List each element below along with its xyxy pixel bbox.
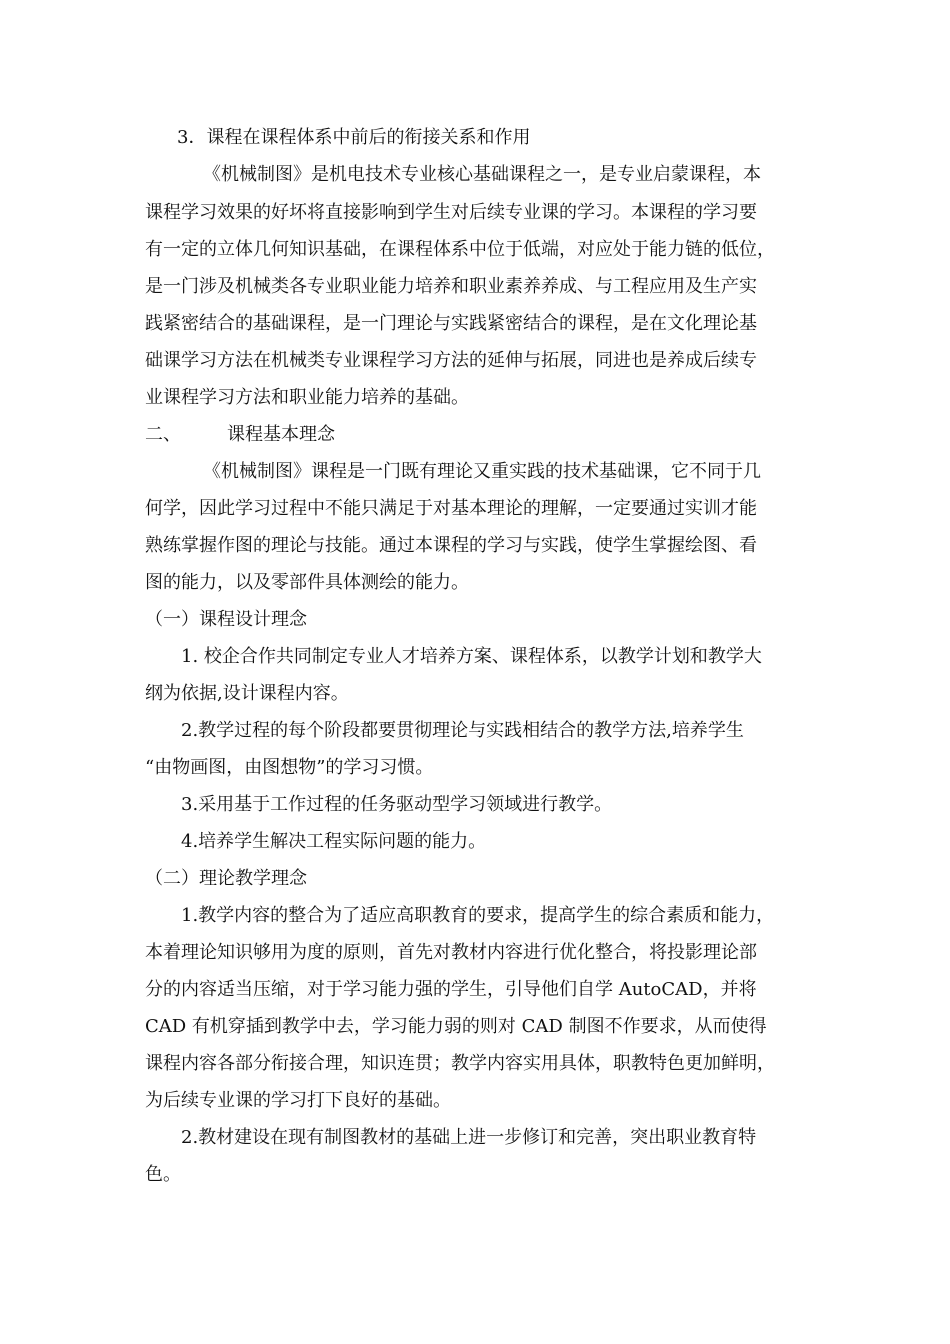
- paragraph-line: 熟练掌握作图的理论与技能。通过本课程的学习与实践，使学生掌握绘图、看: [145, 535, 757, 556]
- list-item-line: 2.教学过程的每个阶段都要贯彻理论与实践相结合的教学方法,培养学生: [181, 720, 744, 741]
- paragraph-line: 是一门涉及机械类各专业职业能力培养和职业素养养成、与工程应用及生产实: [145, 276, 757, 297]
- list-item-line: 4.培养学生解决工程实际问题的能力。: [181, 831, 487, 852]
- paragraph-line: 《机械制图》课程是一门既有理论又重实践的技术基础课，它不同于几: [203, 461, 761, 482]
- list-item-line: 1.教学内容的整合为了适应高职教育的要求，提高学生的综合素质和能力，: [181, 905, 775, 926]
- list-item-line: 2.教材建设在现有制图教材的基础上进一步修订和完善，突出职业教育特: [181, 1127, 757, 1148]
- list-item-line: 课程内容各部分衔接合理，知识连贯；教学内容实用具体，职教特色更加鲜明，: [145, 1053, 775, 1074]
- list-item-line: 分的内容适当压缩，对于学习能力强的学生，引导他们自学 AutoCAD，并将: [145, 979, 757, 1000]
- section-heading-3: 3．课程在课程体系中前后的衔接关系和作用: [177, 127, 531, 148]
- section-heading-2: [145, 423, 335, 447]
- section-number: 二、: [145, 424, 181, 445]
- section-title: 课程基本理念: [227, 424, 335, 445]
- paragraph-line: 业课程学习方法和职业能力培养的基础。: [145, 387, 469, 408]
- list-item-line: 3.采用基于工作过程的任务驱动型学习领域进行教学。: [181, 794, 613, 815]
- paragraph-line: 有一定的立体几何知识基础，在课程体系中位于低端，对应处于能力链的低位，: [145, 239, 775, 260]
- list-item-line: 色。: [145, 1164, 181, 1185]
- list-item-line: “由物画图，由图想物”的学习习惯。: [145, 757, 434, 778]
- paragraph-line: 践紧密结合的基础课程，是一门理论与实践紧密结合的课程，是在文化理论基: [145, 313, 757, 334]
- paragraph-line: 础课学习方法在机械类专业课程学习方法的延伸与拓展，同进也是养成后续专: [145, 350, 757, 371]
- subsection-heading-1: （一）课程设计理念: [145, 609, 307, 630]
- paragraph-line: 《机械制图》是机电技术专业核心基础课程之一，是专业启蒙课程，本: [203, 164, 761, 185]
- list-item-line: 1. 校企合作共同制定专业人才培养方案、课程体系，以教学计划和教学大: [181, 646, 762, 667]
- subsection-heading-2: （二）理论教学理念: [145, 868, 307, 889]
- paragraph-line: 何学，因此学习过程中不能只满足于对基本理论的理解，一定要通过实训才能: [145, 498, 757, 519]
- paragraph-line: 图的能力，以及零部件具体测绘的能力。: [145, 572, 469, 593]
- list-item-line: 本着理论知识够用为度的原则，首先对教材内容进行优化整合，将投影理论部: [145, 942, 757, 963]
- list-item-line: CAD 有机穿插到教学中去，学习能力弱的则对 CAD 制图不作要求，从而使得: [145, 1016, 767, 1037]
- paragraph-line: 课程学习效果的好坏将直接影响到学生对后续专业课的学习。本课程的学习要: [145, 202, 757, 223]
- list-item-line: 纲为依据,设计课程内容。: [145, 683, 349, 704]
- list-item-line: 为后续专业课的学习打下良好的基础。: [145, 1090, 451, 1111]
